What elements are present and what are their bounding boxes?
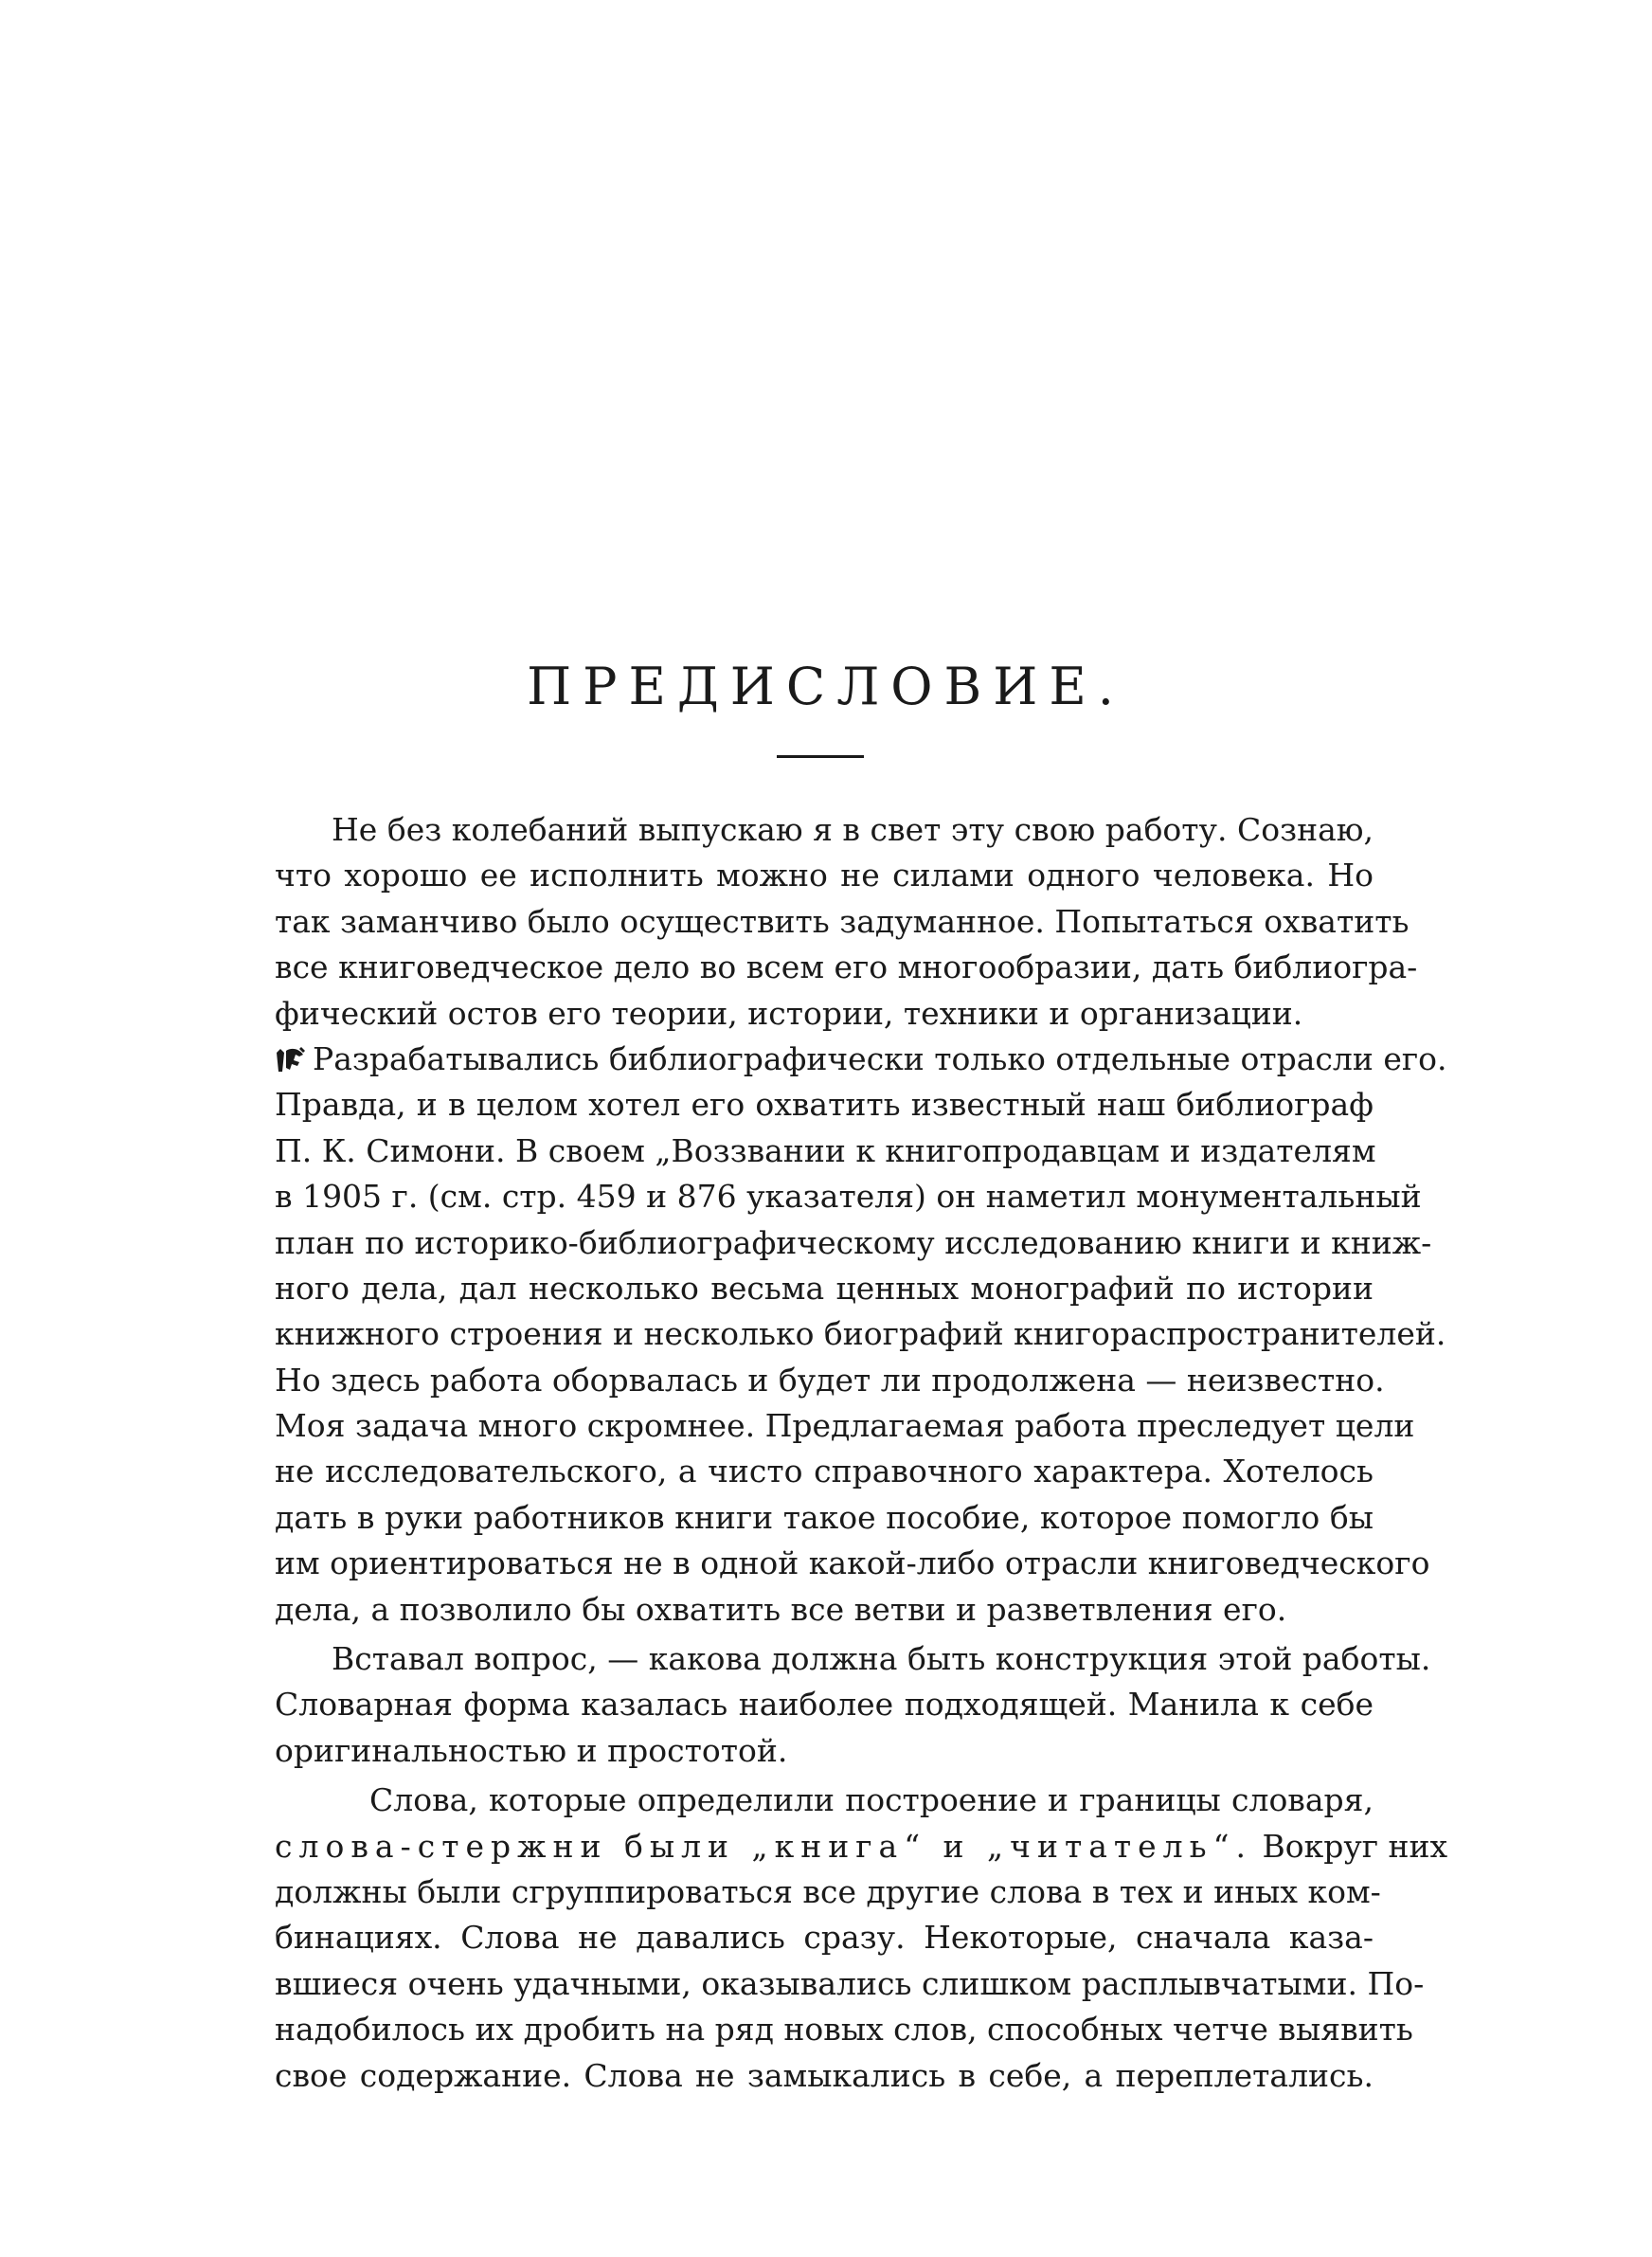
text-line: книжного строения и несколько биографий книгораспространителей. — [275, 1315, 1446, 1353]
text-line-with-mark — [275, 1037, 1447, 1082]
text-line: что хорошо ее исполнить можно не силами одного человека. Но — [275, 857, 1374, 894]
text-line: вшиеся очень удачными, оказывались слишком расплывчатыми. По- — [275, 1964, 1425, 2002]
text-line: так заманчиво было осуществить задуманное. Попытаться охватить — [275, 902, 1410, 940]
preface-body — [275, 807, 1448, 2099]
paragraph-2 — [275, 1037, 1447, 1633]
text-line: не исследовательского, а чисто справочного характера. Хотелось — [275, 1453, 1374, 1490]
paragraph-1 — [275, 807, 1418, 1037]
page-title: ПРЕДИСЛОВИЕ. — [527, 657, 1125, 716]
text-line: Правда, и в целом хотел его охватить известный наш библиограф — [275, 1086, 1374, 1124]
text-line: им ориентироваться не в одной какой-либо отрасли книговедческого — [275, 1544, 1430, 1582]
title-divider — [777, 755, 864, 758]
text-line: бинациях. Слова не давались сразу. Некоторые, сначала каза- — [275, 1919, 1374, 1957]
text-line: в 1905 г. (см. стр. 459 и 876 указателя) он наметил монументальный — [275, 1178, 1422, 1216]
text-line-spaced — [275, 1824, 1448, 1869]
text-line: дела, а позволило бы охватить все ветви и разветвления его. — [275, 1590, 1287, 1628]
text-line: Словарная форма казалась наиболее подходящей. Манила к себе — [275, 1686, 1374, 1724]
pointing-hand-mark-icon — [275, 1045, 309, 1074]
spaced-emphasis: слова-стержни были „книга“ и „читатель“. — [275, 1827, 1252, 1865]
text-line: план по историко-библиографическому исследованию книги и книж- — [275, 1223, 1432, 1261]
text-line: все книговедческое дело во всем его многообразии, дать библиогра- — [275, 948, 1418, 986]
text-line: Разрабатывались библиографически только отдельные отрасли его. — [313, 1039, 1447, 1077]
text-line: ного дела, дал несколько весьма ценных монографий по истории — [275, 1269, 1374, 1307]
text-fragment: Вокруг них — [1251, 1827, 1448, 1865]
text-line: Не без колебаний выпускаю я в свет эту свою работу. Сознаю, — [332, 811, 1374, 848]
text-line: фический остов его теории, истории, техники и организации. — [275, 994, 1303, 1032]
text-line: надобилось их дробить на ряд новых слов, способных четче выявить — [275, 2011, 1413, 2049]
text-line: свое содержание. Слова не замыкались в себе, а переплетались. — [275, 2056, 1374, 2094]
text-line: оригинальностью и простотой. — [275, 1731, 788, 1769]
text-line: Но здесь работа оборвалась и будет ли продолжена — неизвестно. — [275, 1361, 1385, 1399]
text-line: дать в руки работников книги такое пособие, которое помогло бы — [275, 1498, 1374, 1536]
paragraph-3 — [275, 1636, 1431, 1774]
text-line: должны были сгруппироваться все другие слова в тех и иных ком- — [275, 1872, 1381, 1910]
text-line: Слова, которые определили построение и границы словаря, — [369, 1781, 1374, 1819]
text-line: Моя задача много скромнее. Предлагаемая работа преследует цели — [275, 1407, 1415, 1445]
text-line: П. К. Симони. В своем „Воззвании к книгопродавцам и издателям — [275, 1131, 1376, 1169]
paragraph-4 — [275, 1778, 1448, 2099]
text-line: Вставал вопрос, — какова должна быть конструкция этой работы. — [332, 1640, 1431, 1678]
